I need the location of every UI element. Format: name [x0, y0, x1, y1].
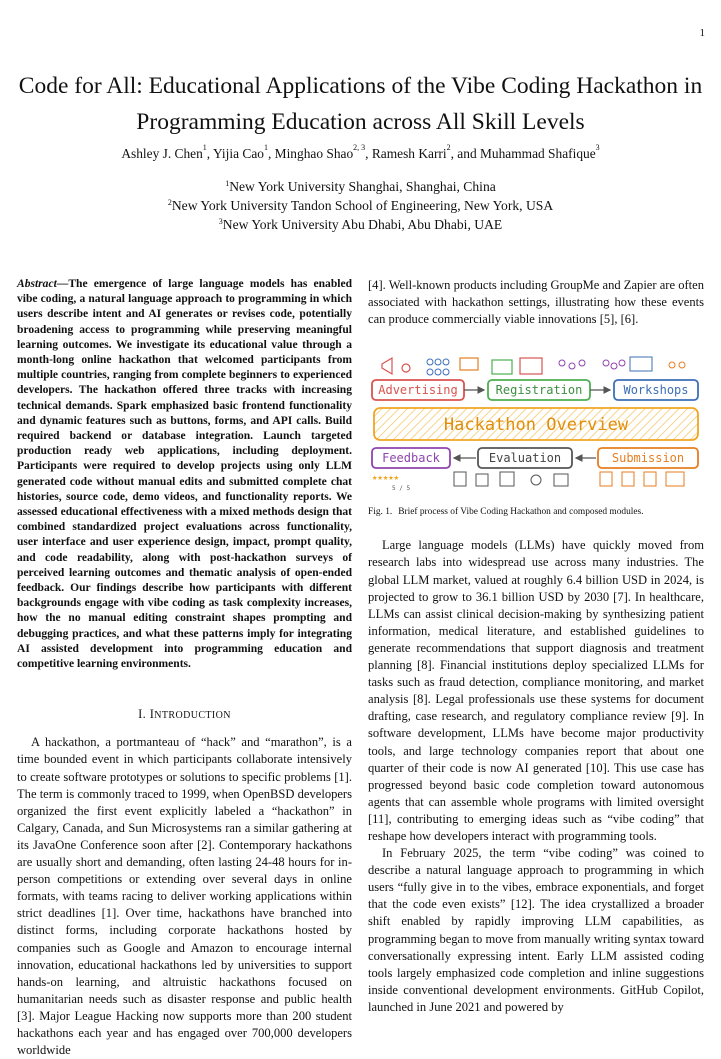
author-name: Minghao Shao: [274, 146, 354, 161]
stage-workshops-label: Workshops: [623, 383, 689, 398]
author-affiliation-mark: 1: [263, 143, 268, 152]
stage-submission-label: Submission: [611, 451, 685, 466]
affiliation-line: [0, 196, 721, 215]
intro-paragraph: A hackathon, a portmanteau of “hack” and “marathon”, is a time bounded event in which participants collaborate intensively to create software prototypes or solutions to specific problems [1]. The term is commonly traced to 1999, when OpenBSD developers organized the first event explicitly labeled a “hackathon” in Calgary, Canada, and Sun Microsystems ran a similar gathering at its JavaOne Conference soon after [2]. Contemporary hackathons are usually short and demanding, often lasting 24-48 hours for in-person competitions or extending over several days in online formats, with teams racing to deliver working applications within strict deadlines [1]. Over time, hackathons have branched into distinct forms, including corporate hackathons hosted by companies such as Google and Amazon to encourage internal innovation, educational hackathons led by universities to support hands-on learning, and altruistic hackathons focused on humanitarian needs such as disaster response and public health [3]. Major League Hacking now supports more than 200 student hackathons each year and has engaged over 700,000 developers worldwide: [17, 735, 352, 1058]
author-name: Ashley J. Chen: [121, 146, 203, 161]
people-icons: [427, 359, 449, 375]
author-affiliation-mark: 2: [446, 143, 451, 152]
author-list: [0, 143, 721, 162]
submission-icons: [600, 472, 684, 486]
affiliation-number: 3: [218, 217, 223, 226]
author-separator: ,: [267, 146, 275, 161]
llm-paragraph: Large language models (LLMs) have quickly moved from research labs into widespread use across many industries. The global LLM market, valued at roughly 6.4 billion USD in 2024, is projected to grow to 36.1 billion USD by 2030 [7]. In healthcare, LLMs can assist clinical decision-making by synthesizing patient information, medical literature, and established guidelines to generate recommendations that support diagnosis and treatment planning [8]. Financial institutions deploy specialized LLMs for tasks such as fraud detection, compliance monitoring, and market analysis [8]. Legal professionals use these systems for document drafting, case research, and regulatory compliance review [9]. In software development, LLMs have become major productivity tools, and large technology companies report that about one quarter of their code is now AI generated [10]. This use case has progressed beyond basic code completion toward autonomous agents that can assemble whole programs with limited oversight [11], contributing to emerging ideas such as “vibe coding” that reshape how developers interact with programming tools.: [368, 538, 704, 843]
figure-hackathon-process: [368, 354, 704, 494]
author-separator: , and: [450, 146, 480, 161]
rating-text: 5 / 5: [392, 485, 411, 493]
laptop-icon: [460, 358, 542, 374]
star-rating-icon: ★★★★★: [372, 473, 400, 484]
author-affiliation-mark: 2, 3: [353, 143, 366, 152]
author-separator: ,: [206, 146, 213, 161]
author-affiliation-mark: 1: [202, 143, 207, 152]
stage-advertising-label: Advertising: [378, 383, 458, 398]
process-diagram: [368, 354, 704, 494]
figure-caption: [368, 504, 704, 521]
figure-caption-label: Fig. 1.: [368, 507, 393, 518]
page-number: 1: [699, 27, 705, 39]
affiliation-line: [0, 215, 721, 234]
workshop-icons: [559, 357, 685, 371]
affiliation-number: 2: [167, 198, 172, 207]
abstract-text: —The emergence of large language models has enabled vibe coding, a natural language approach to programming in which users describe intent and AI generates or revises code, potentially broadening access to programming while preserving meaningful learning outcomes. We investigate its educational value through a month-long online hackathon that welcomed participants from multiple countries, ranging from complete beginners to experienced developers. The hackathon offered three tracks with increasing technical demands. Spark emphasized basic frontend functionality and dynamic features such as buttons, forms, and API calls. Build required backend or database integration. Launch targeted production ready web applications, including deployment. Participants were required to develop projects using only LLM generated code without manual edits and submitted complete chat histories, source code, demo videos, and functionality reports. We assessed educational effectiveness with a mixed methods design that combined standardized project evaluations across functionality, user interface and user experience design, impact, prompt quality, and code readability, along with post-hackathon surveys of perceived learning outcomes and thematic analysis of open-ended feedback. Our findings describe how participants with different backgrounds engage with vibe coding as task complexity increases, how the no manual editing constraint shapes prompting and debugging practices, and what these patterns imply for integrating AI assisted development into programming education and competitive learning environments.: [17, 278, 352, 671]
author-name: Ramesh Karri: [371, 146, 447, 161]
affiliation-line: [0, 177, 721, 196]
author-separator: ,: [365, 146, 372, 161]
author-name: Yijia Cao: [213, 146, 264, 161]
author-name: Muhammad Shafique: [480, 146, 596, 161]
left-column: [17, 277, 352, 1059]
overview-label: Hackathon Overview: [443, 415, 629, 436]
section-heading: I. INTRODUCTION: [138, 707, 231, 722]
affiliation-list: [0, 177, 721, 234]
affiliation-text: New York University Abu Dhabi, Abu Dhabi, UAE: [222, 217, 503, 232]
paper-title: Code for All: Educational Applications of the Vibe Coding Hackathon in Programming Education across All Skill Levels: [18, 73, 703, 135]
right-column: [368, 277, 704, 1016]
megaphone-icon: [382, 358, 410, 374]
author-affiliation-mark: 3: [595, 143, 600, 152]
affiliation-text: New York University Tandon School of Engineering, New York, USA: [171, 198, 554, 213]
evaluation-icons: [454, 472, 568, 486]
abstract: [17, 277, 352, 672]
vibe-coding-paragraph: In February 2025, the term “vibe coding” was coined to describe a natural language approach to programming in which users “fully give in to the vibes, embrace exponentials, and forget that the code even exists” [12]. The idea crystallized a broader shift enabled by rapidly improving LLM capabilities, as programming began to move from manually writing syntax toward conversationally expressing intent. Early LLM assisted coding tools largely emphasized code completion and inline suggestions inside conventional development environments. GitHub Copilot, launched in June 2021 and powered by: [368, 846, 704, 1014]
abstract-label: Abstract: [17, 278, 57, 290]
stage-feedback-label: Feedback: [382, 451, 440, 466]
affiliation-number: 1: [225, 179, 230, 188]
intro-continuation: [4]. Well-known products including GroupMe and Zapier are often associated with hackathon settings, illustrating how these events can produce commercially viable innovations [5], [6].: [368, 278, 704, 327]
figure-caption-text: Brief process of Vibe Coding Hackathon and composed modules.: [398, 507, 644, 518]
affiliation-text: New York University Shanghai, Shanghai, China: [229, 179, 496, 194]
stage-evaluation-label: Evaluation: [488, 451, 562, 466]
stage-registration-label: Registration: [495, 383, 583, 398]
